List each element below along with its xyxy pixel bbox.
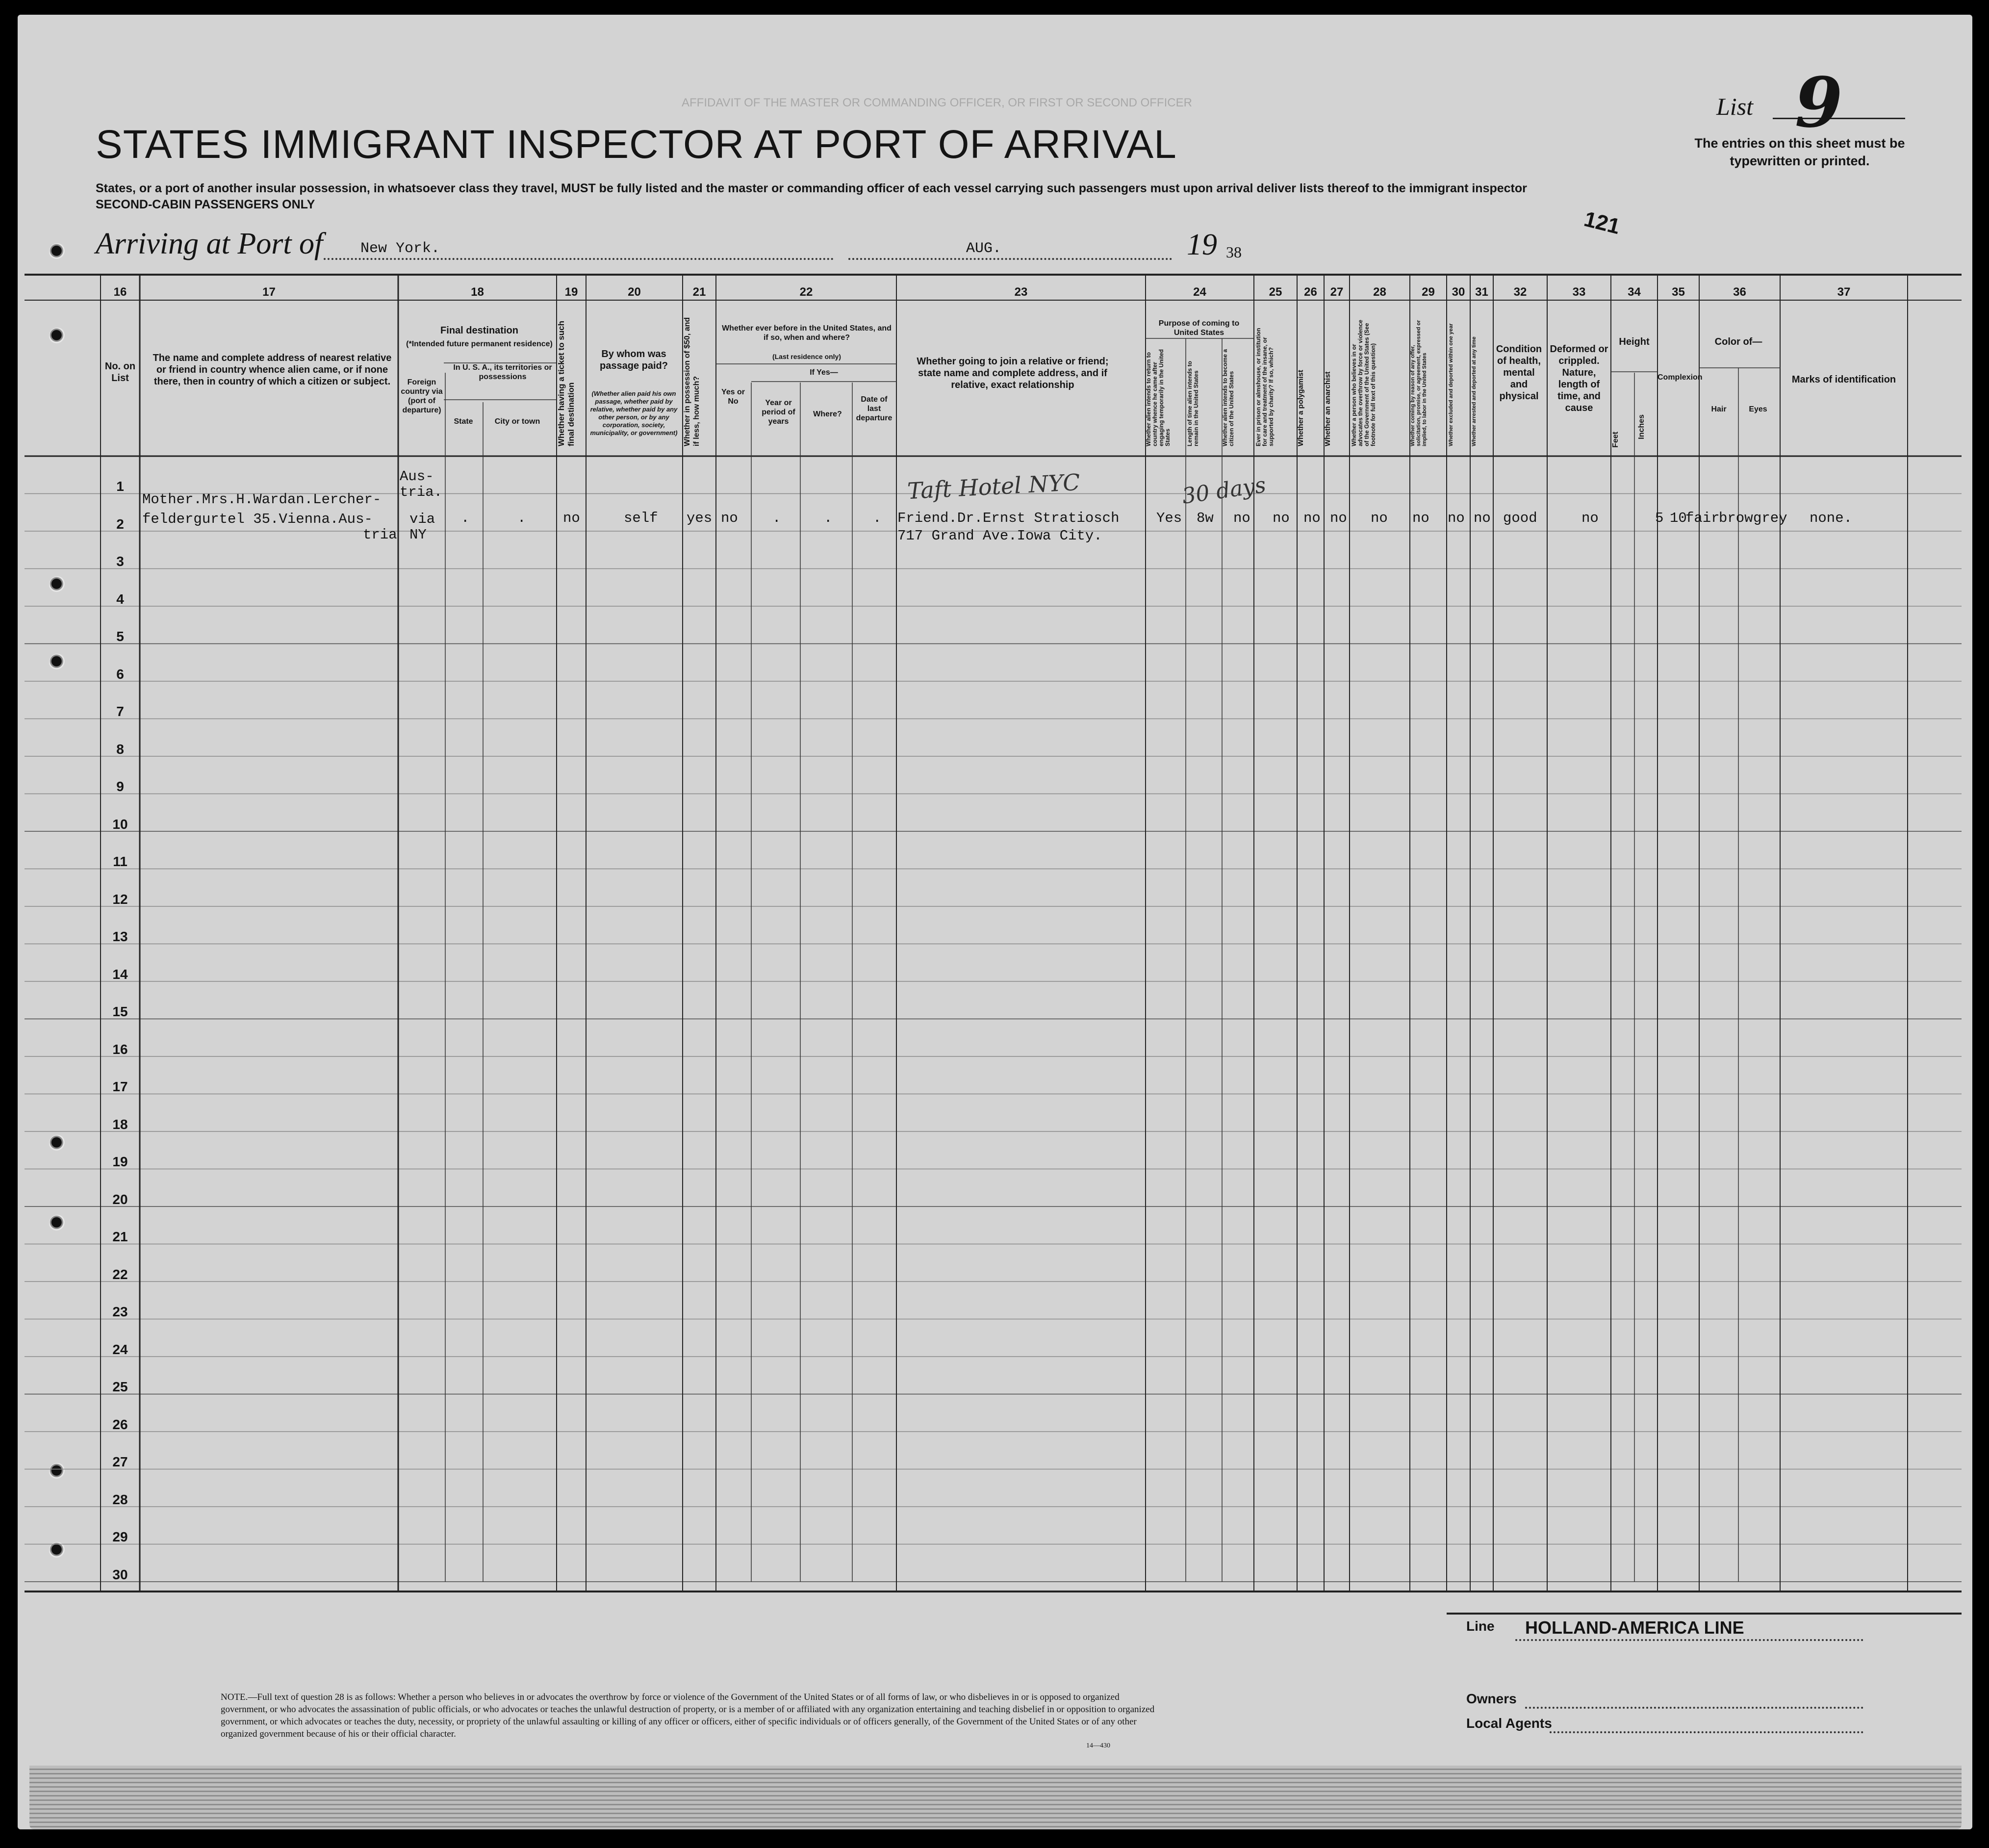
excluded-value: no — [1448, 510, 1465, 526]
col30-heading: Whether excluded and deported within one year — [1448, 323, 1454, 446]
citizen-value: no — [1233, 510, 1250, 526]
col18-state-heading: State — [454, 417, 473, 426]
col17-heading: The name and complete address of nearest relative or friend in country whence alien came, or if none there, then in country of which a citizen or subject. — [153, 353, 392, 387]
state-value: . — [461, 510, 470, 526]
marks-value: none. — [1810, 510, 1853, 526]
col36-hair-heading: Hair — [1711, 405, 1727, 413]
footnote-question-28: NOTE.—Full text of question 28 is as follows: Whether a person who believes in or advocates the overthrow by force or violence of the Government of the United States or of all forms of law, or who disbelieves in or is opposed to organized government, or who advocates the assassination of public officials, or who advocates or teaches the unlawful destruction of property, or is a member of or affiliated with any organization entertaining and teaching disbelief in or opposition to organized government, or which advocates or teaches the duty, necessity, or propriety of the unlawful assaulting or killing of any officer or officers, either of specific individuals or of officers generally, of the Government of the United States or of any other organized government because of his or their official character. — [221, 1692, 1155, 1739]
form-code: 14—430 — [1086, 1742, 1110, 1749]
list-label: List — [1716, 93, 1754, 120]
col22-date-heading: Date of last departure — [856, 395, 892, 422]
col22-year-heading: Year or period of years — [762, 399, 795, 426]
column-number: 35 — [1672, 285, 1685, 299]
row-number: 9 — [116, 779, 124, 794]
row-number: 11 — [113, 854, 128, 869]
stacked-page-edges — [29, 1766, 1962, 1829]
column-number: 27 — [1330, 285, 1344, 299]
foreign-country-line3: via — [409, 511, 435, 527]
col20-note: (Whether alien paid his own passage, whether paid by relative, whether paid by any other person, or by any corporation, society, municipality, or government) — [590, 390, 678, 436]
list-number: 9 — [1795, 63, 1843, 143]
before-date-value: . — [873, 510, 882, 526]
col36-title: Color of— — [1714, 336, 1762, 347]
owners-label: Owners — [1466, 1691, 1517, 1706]
column-number: 18 — [471, 285, 484, 299]
local-agents-label: Local Agents — [1466, 1716, 1552, 1731]
column-number: 29 — [1422, 285, 1435, 299]
col34-inches-heading: Inches — [1637, 414, 1646, 439]
overthrow-value: no — [1371, 510, 1388, 526]
column-number: 30 — [1452, 285, 1465, 299]
join-address-line1: Friend.Dr.Ernst Stratiosch — [897, 510, 1120, 526]
punch-hole — [49, 654, 66, 670]
labor-offer-value: no — [1412, 510, 1429, 526]
col28-heading: Whether a person who believes in or advocates the overthrow by force or violence of the Government of the United States (See footnote for full text of this question) — [1351, 319, 1377, 446]
col22-if-yes: If Yes— — [810, 368, 838, 377]
row-number: 3 — [116, 554, 124, 569]
prison-value: no — [1273, 510, 1290, 526]
column-number: 26 — [1304, 285, 1317, 299]
col23-heading: Whether going to join a relative or friend; state name and complete address, and if relative, exact relationship — [917, 356, 1109, 390]
col21-heading: Whether in possession of $50, and if less, how much? — [683, 317, 701, 446]
column-number: 22 — [799, 285, 813, 299]
column-number: 23 — [1014, 285, 1028, 299]
punch-hole — [49, 243, 66, 260]
arrival-port: New York. — [360, 240, 440, 257]
col24-citizen-heading: Whether alien intends to become a citizen of the United States — [1222, 349, 1235, 446]
page-title: STATES IMMIGRANT INSPECTOR AT PORT OF ARRIVAL — [96, 122, 1177, 167]
col24-title: Purpose of coming to United States — [1158, 319, 1240, 337]
row-number: 20 — [112, 1191, 128, 1207]
row-number: 1 — [116, 479, 124, 494]
row-number: 14 — [112, 966, 128, 982]
column-number: 32 — [1513, 285, 1527, 299]
before-year-value: . — [772, 510, 781, 526]
row-number: 21 — [112, 1229, 128, 1244]
column-number: 25 — [1269, 285, 1282, 299]
row-number: 29 — [112, 1529, 128, 1544]
row-number: 7 — [116, 704, 124, 719]
column-number: 33 — [1572, 285, 1586, 299]
list-instructions: The entries on this sheet must be typewritten or printed. — [1694, 136, 1905, 168]
punch-hole — [49, 1542, 66, 1559]
foreign-country-line1: Aus- — [400, 468, 434, 485]
arriving-port-label: Arriving at Port of — [96, 227, 323, 260]
hair-value: brow — [1719, 510, 1753, 526]
column-number: 24 — [1193, 285, 1206, 299]
before-yesno-value: no — [721, 510, 738, 526]
bleed-through-text: AFFIDAVIT OF THE MASTER OR COMMANDING OFFICER, OR FIRST OR SECOND OFFICER — [682, 96, 1192, 109]
health-value: good — [1503, 510, 1537, 526]
column-number: 28 — [1373, 285, 1386, 299]
height-feet-value: 5 — [1655, 510, 1664, 526]
arrival-month: AUG. — [966, 240, 1002, 257]
col22-note: (Last residence only) — [772, 353, 842, 360]
row-number: 18 — [112, 1116, 128, 1132]
row-number: 15 — [112, 1004, 128, 1019]
relative-address-line3: tria — [363, 527, 397, 543]
col25-heading: Ever in prison or almshouse, or institution for care and treatment of the insane, or supported by charity? If so, which? — [1255, 328, 1275, 446]
ticket-value: no — [563, 510, 580, 526]
has-50-value: yes — [687, 510, 713, 526]
row-number: 13 — [112, 929, 128, 944]
col18-usa-heading: In U. S. A., its territories or possessions — [453, 363, 552, 381]
punch-hole — [49, 328, 66, 344]
column-number: 21 — [692, 285, 706, 299]
relative-address-line1: Mother.Mrs.H.Wardan.Lercher- — [142, 491, 382, 508]
col22-yesno-heading: Yes or No — [721, 388, 745, 406]
city-value: . — [517, 510, 526, 526]
eyes-value: grey — [1753, 510, 1787, 526]
complexion-value: fair — [1685, 510, 1720, 526]
col18-city-heading: City or town — [494, 417, 540, 426]
col35-heading: Complexion — [1658, 373, 1703, 382]
height-inches-value: 10 — [1670, 510, 1687, 526]
deformed-value: no — [1581, 510, 1599, 526]
handwritten-days: 30 days — [1180, 472, 1268, 509]
col34-feet-heading: Feet — [1611, 432, 1620, 448]
page-subtitle: States, or a port of another insular possession, in whatsoever class they travel, MUST be fully listed and the master or commanding officer of each vessel carrying such passengers must upon arrival deliver lists thereof to the immigrant inspector SECOND-CABIN PASSENGERS ONLY — [96, 181, 1527, 211]
col27-heading: Whether an anarchist — [1324, 371, 1332, 446]
col24-length-heading: Length of time alien intends to remain in the United States — [1186, 361, 1199, 446]
anarchist-value: no — [1330, 510, 1347, 526]
column-number: 16 — [113, 285, 127, 299]
column-number: 17 — [262, 285, 276, 299]
col18-foreign-heading: Foreign country via (port of departure) — [401, 378, 443, 414]
col18-note: (*Intended future permanent residence) — [406, 340, 553, 348]
row-number: 10 — [112, 816, 128, 832]
foreign-country-line2: tria. — [400, 484, 443, 500]
return-intent-value: Yes — [1156, 510, 1182, 526]
col37-heading: Marks of identification — [1791, 374, 1896, 385]
col31-heading: Whether arrested and deported at any time — [1471, 336, 1477, 446]
shipping-line: HOLLAND-AMERICA LINE — [1525, 1617, 1744, 1638]
row-number: 22 — [112, 1266, 128, 1282]
col29-heading: Whether coming by reason of any offer, solicitation, promise, or agreement, expressed or implied, to labor in the United States — [1410, 320, 1428, 446]
col20-title: By whom was passage paid? — [600, 349, 668, 371]
column-number: 19 — [564, 285, 578, 299]
column-number: 36 — [1733, 285, 1746, 299]
punch-hole — [49, 1463, 66, 1480]
row-number: 27 — [112, 1454, 128, 1469]
stamped-number: 121 — [1581, 206, 1623, 239]
column-number: 20 — [628, 285, 641, 299]
before-where-value: . — [824, 510, 833, 526]
punch-hole — [49, 1215, 66, 1232]
row-number: 6 — [116, 666, 124, 682]
column-number: 31 — [1475, 285, 1488, 299]
col33-heading: Deformed or crippled. Nature, length of time, and cause — [1550, 344, 1608, 413]
punch-hole — [49, 576, 66, 593]
col18-title: Final destination — [440, 325, 518, 336]
polygamist-value: no — [1303, 510, 1321, 526]
row-number: 25 — [112, 1379, 128, 1394]
row-number: 30 — [112, 1566, 128, 1582]
row-number: 19 — [112, 1154, 128, 1169]
col16-heading: No. on List — [104, 361, 136, 384]
length-of-stay-value: 8w — [1197, 510, 1214, 526]
col26-heading: Whether a polygamist — [1297, 370, 1305, 446]
row-number: 4 — [116, 591, 124, 607]
row-number: 16 — [112, 1041, 128, 1057]
deported-value: no — [1474, 510, 1491, 526]
col32-heading: Condition of health, mental and physical — [1496, 344, 1542, 402]
col24-return-heading: Whether alien intends to return to country whence he came after engaging temporarily in the United States — [1145, 349, 1171, 446]
paid-by-value: self — [624, 510, 658, 526]
join-address-line2: 717 Grand Ave.Iowa City. — [897, 528, 1102, 544]
row-number: 23 — [112, 1304, 128, 1319]
column-number: 34 — [1628, 285, 1641, 299]
row-number: 2 — [116, 516, 124, 532]
row-number: 26 — [112, 1416, 128, 1432]
col22-where-heading: Where? — [813, 410, 842, 418]
col36-eyes-heading: Eyes — [1749, 405, 1767, 413]
row-number: 24 — [112, 1341, 128, 1357]
row-number: 28 — [112, 1491, 128, 1507]
column-number: 37 — [1837, 285, 1851, 299]
handwritten-hotel: Taft Hotel NYC — [906, 468, 1081, 505]
row-number: 17 — [112, 1079, 128, 1094]
row-number: 12 — [112, 891, 128, 907]
relative-address-line2: feldergurtel 35.Vienna.Aus- — [142, 511, 373, 527]
col34-title: Height — [1619, 336, 1650, 347]
punch-hole — [49, 1135, 66, 1152]
row-number: 5 — [116, 629, 124, 644]
line-label: Line — [1466, 1618, 1495, 1634]
row-number: 8 — [116, 741, 124, 757]
foreign-country-line4: NY — [409, 527, 427, 543]
col19-heading: Whether having a ticket to such final destination — [557, 321, 576, 446]
col22-title: Whether ever before in the United States, and if so, when and where? — [722, 324, 892, 342]
arrival-year: 38 — [1226, 243, 1242, 261]
arrival-year-prefix: 19 — [1187, 228, 1217, 261]
